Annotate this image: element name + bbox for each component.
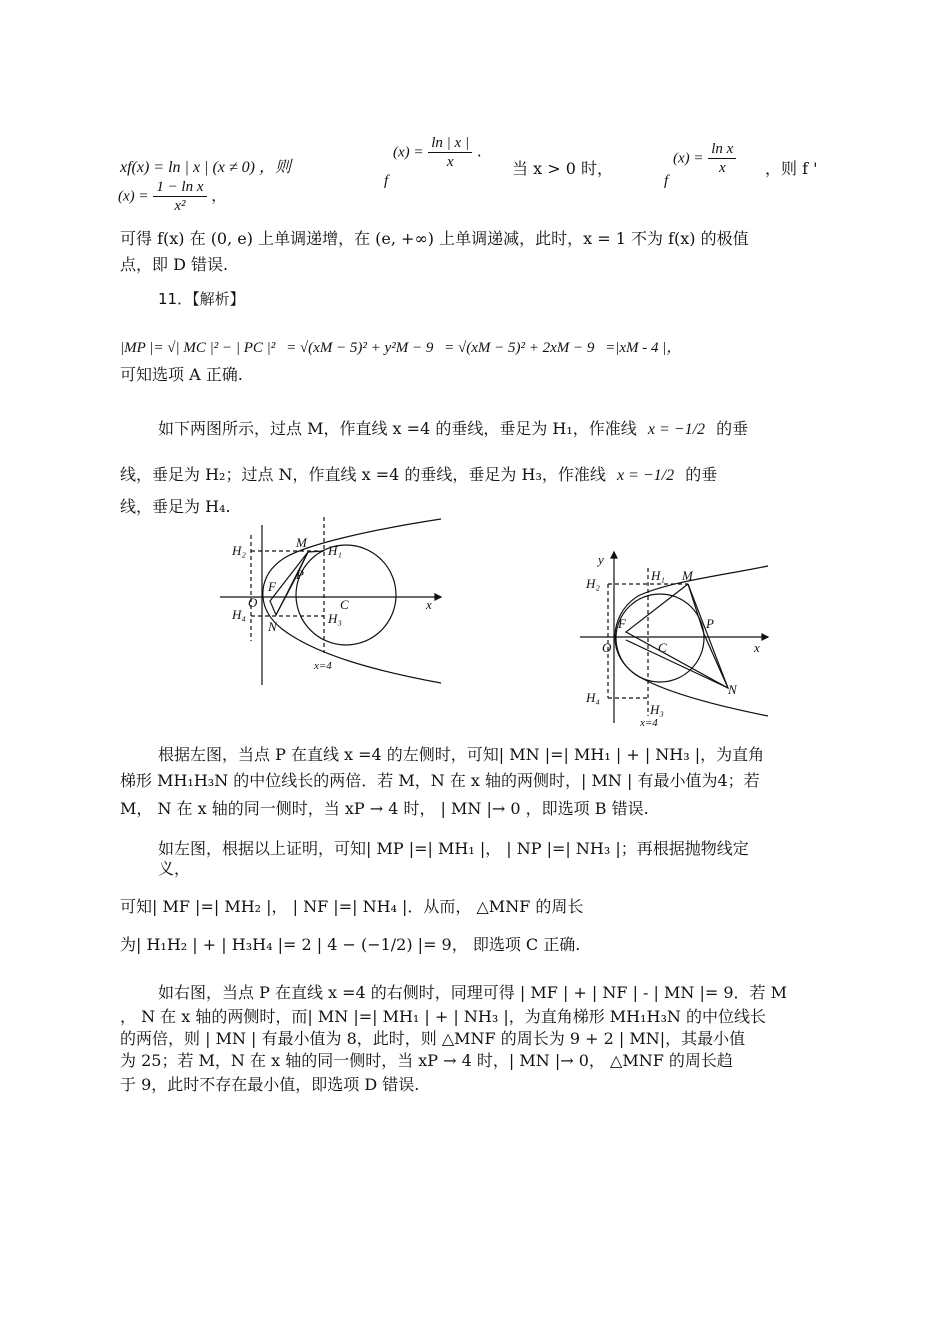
sec11-eq-line2: 可知选项 A 正确. <box>120 365 243 384</box>
label-H2: H₂ <box>232 543 246 558</box>
sec11-p4-line5: 于 9，此时不存在最小值，即选项 D 错误. <box>120 1075 420 1094</box>
x-arrow <box>762 634 768 640</box>
sec10-l1g: 当 x > 0 时， <box>512 159 613 178</box>
label-H1: H₁ <box>328 543 342 558</box>
label-F: F <box>618 616 626 631</box>
label-H1: H₁ <box>651 568 665 583</box>
label-P: P <box>706 616 714 631</box>
label-P: P <box>296 567 304 582</box>
sec10-frac1: f (x) = $\frac{\ln | x |}{x}$ . <box>384 135 482 189</box>
sec11-p2-line3: M， N 在 x 轴的同一侧时，当 xP → 4 时， | MN |→ 0 ，即选项 B 错误. <box>120 799 649 818</box>
label-N: N <box>728 682 737 697</box>
label-N: N <box>268 619 277 634</box>
sec11-p3-line2: 义， <box>158 859 191 878</box>
sec10-line2: (x) = $\frac{\text{1 − ln x}}{\text{x²}}$ ， <box>118 179 227 214</box>
label-C: C <box>658 640 667 655</box>
label-H2: H₂ <box>586 576 600 591</box>
sec11-p4-line2: ， N 在 x 轴的两侧时，而| MN |=| MH₁ | + | NH₃ |，为直角梯形 MH₁H₃N 的中位线长 <box>120 1007 767 1026</box>
sec10-line3: 可得 f(x) 在 (0, e) 上单调递增，在 (e, +∞) 上单调递减，此时，x = 1 不为 f(x) 的极值 <box>120 229 749 248</box>
label-x: x <box>754 640 760 655</box>
sec11-p2-line1: 根据左图，当点 P 在直线 x =4 的左侧时，可知| MN |=| MH₁ | + | NH₃ |，为直角 <box>158 745 765 764</box>
triangle-MNF <box>626 584 728 688</box>
parabola <box>615 566 768 716</box>
MP <box>688 584 704 634</box>
label-H4: H₄ <box>586 690 600 705</box>
sec11-p3-line3: 可知| MF |=| MH₂ |， | NF |=| NH₄ |．从而， △MNF 的周长 <box>120 897 584 916</box>
figure-left <box>216 515 456 693</box>
sec11-p1-line2: 线，垂足为 H₂；过点 N，作直线 x =4 的垂线，垂足为 H₃，作准线 x = −1/2 的垂 <box>120 465 718 484</box>
label-F: F <box>268 579 276 594</box>
circle-C <box>616 594 704 682</box>
sec11-p4-line3: 的两倍，则 | MN | 有最小值为 8，此时，则 △MNF 的周长为 9 + 2 | MN|，其最小值 <box>120 1029 746 1048</box>
label-H4: H₄ <box>232 607 246 622</box>
y-arrow <box>611 552 617 558</box>
label-H3: H₃ <box>328 611 342 626</box>
sec11-p2-line2: 梯形 MH₁H₃N 的中位线长的两倍．若 M，N 在 x 轴的两侧时，| MN | 有最小值为4；若 <box>120 771 760 790</box>
NP <box>704 634 728 688</box>
label-H3: H₃ <box>650 702 664 717</box>
circle-C <box>296 545 396 645</box>
x-arrow <box>435 594 441 600</box>
sec11-header: 11．【解析】 <box>158 290 245 308</box>
sec10-l1a: xf(x) = ln | x | (x ≠ 0) ，则 <box>120 159 291 176</box>
figure-right <box>578 548 778 728</box>
label-O: O <box>248 595 258 610</box>
label-M: M <box>296 535 307 550</box>
sec10-l1l: ，则 f ' <box>765 159 818 178</box>
label-O: O <box>602 640 612 655</box>
sec11-p1-line3: 线，垂足为 H₄. <box>120 497 231 516</box>
label-C: C <box>340 597 349 612</box>
NP <box>276 581 294 615</box>
label-x: x <box>426 597 432 612</box>
sec11-p4-line4: 为 25；若 M，N 在 x 轴的同一侧时，当 xP → 4 时，| MN |→ 0， △MNF 的周长趋 <box>120 1051 733 1070</box>
label-x4: x=4 <box>314 660 332 672</box>
parabola <box>263 519 441 683</box>
sec11-p3-line4: 为| H₁H₂ | + | H₃H₄ |= 2 | 4 − (−1/2) |= 9， 即选项 C 正确. <box>120 935 581 954</box>
label-M: M <box>682 568 693 583</box>
sec10-line4: 点，即 D 错误. <box>120 255 229 274</box>
sec11-eq: |MP |= √| MC |² − | PC |² = √(xM − 5)² + y²M − 9 = √(xM − 5)² + 2xM − 9 =|xM - 4 |， <box>120 340 682 356</box>
sec11-p3-line1: 如左图，根据以上证明，可知| MP |=| MH₁ |， | NP |=| NH₃ |；再根据抛物线定 <box>158 839 749 858</box>
sec10-frac2: f (x) = $\frac{\text{ln x}}{x}$ <box>664 140 736 177</box>
sec11-p4-line1: 如右图，当点 P 在直线 x =4 的右侧时，同理可得 | MF | + | NF | - | MN |= 9．若 M <box>158 983 788 1002</box>
sec11-p1-line1: 如下两图所示，过点 M，作直线 x =4 的垂线，垂足为 H₁，作准线 x = −1/2 的垂 <box>158 419 749 438</box>
label-x4: x=4 <box>640 717 658 728</box>
label-y: y <box>598 552 604 567</box>
